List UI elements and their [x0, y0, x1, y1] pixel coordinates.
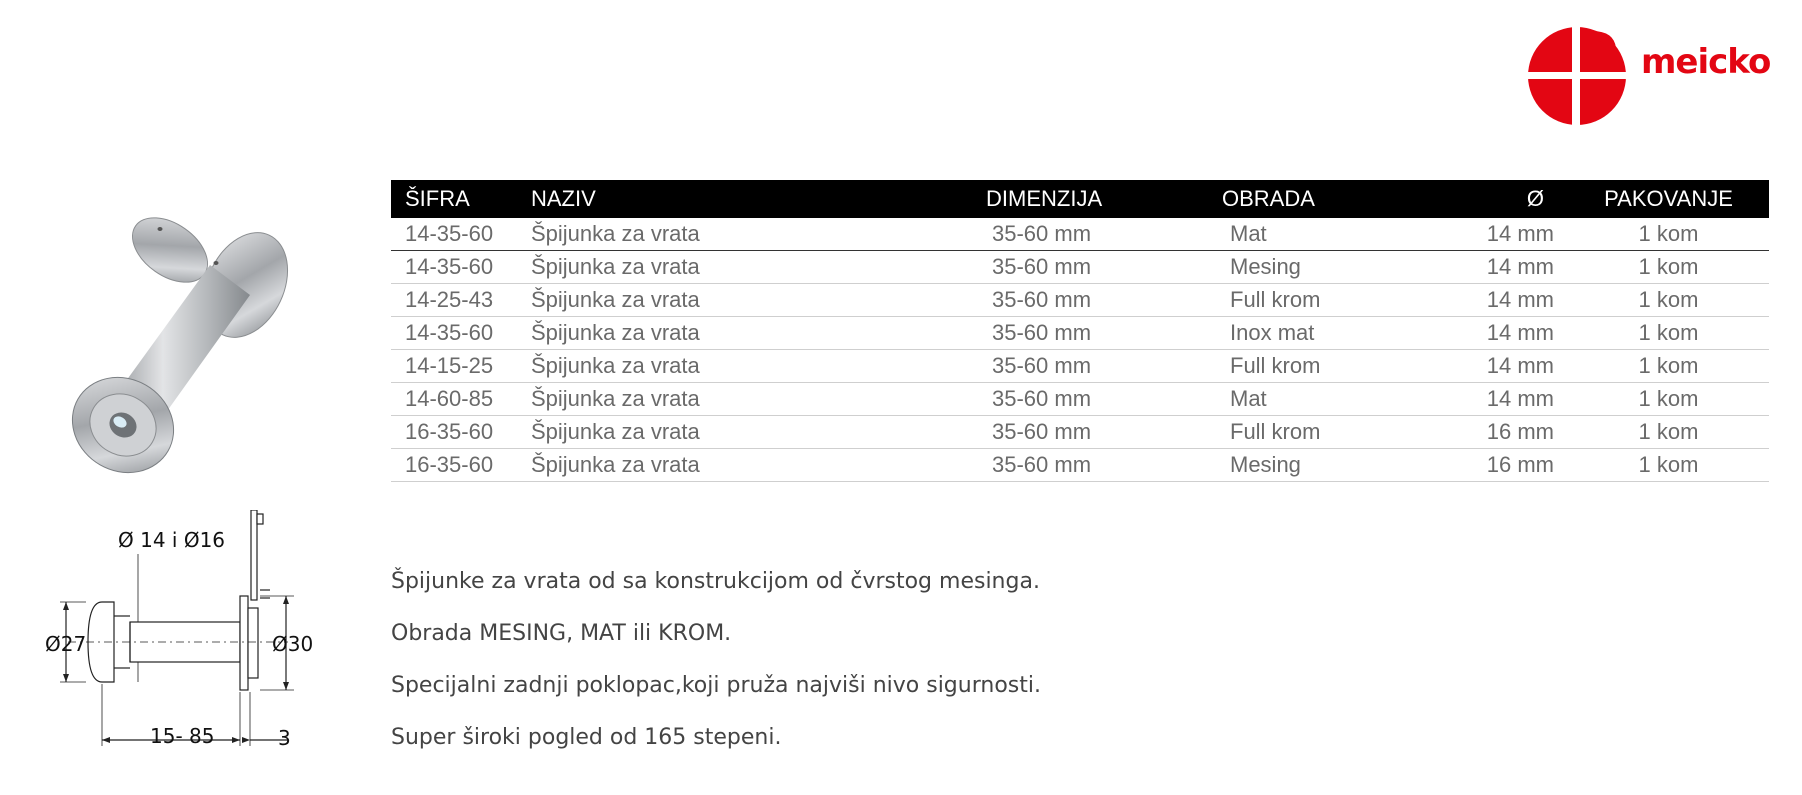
cell-dimenzija: 35-60 mm	[972, 284, 1208, 317]
cell-obrada: Mat	[1208, 383, 1458, 416]
description-line: Špijunke za vrata od sa konstrukcijom od čvrstog mesinga.	[391, 569, 1040, 594]
header-naziv: NAZIV	[517, 180, 972, 218]
brand-name: meicko	[1641, 42, 1771, 82]
description-line: Obrada MESING, MAT ili KROM.	[391, 621, 732, 646]
description-line: Super široki pogled od 165 stepeni.	[391, 725, 782, 750]
cell-obrada: Inox mat	[1208, 317, 1458, 350]
cell-sifra: 14-35-60	[391, 251, 517, 284]
cell-sifra: 14-25-43	[391, 284, 517, 317]
door-viewer-photo-icon	[60, 205, 310, 485]
table-row	[391, 449, 1769, 482]
header-dimenzija: DIMENZIJA	[972, 180, 1208, 218]
cell-sifra: 16-35-60	[391, 416, 517, 449]
cell-pakovanje: 1 kom	[1554, 317, 1769, 350]
cell-diameter: 16 mm	[1458, 449, 1554, 482]
cell-pakovanje: 1 kom	[1554, 416, 1769, 449]
cell-sifra: 14-60-85	[391, 383, 517, 416]
table-row	[391, 251, 1769, 284]
cell-obrada: Mesing	[1208, 449, 1458, 482]
header-obrada: OBRADA	[1208, 180, 1458, 218]
table-row	[391, 218, 1769, 251]
cell-pakovanje: 1 kom	[1554, 449, 1769, 482]
drawing-thickness-label: 3	[278, 726, 291, 750]
cell-naziv: Špijunka za vrata	[517, 317, 972, 350]
cell-dimenzija: 35-60 mm	[972, 449, 1208, 482]
cell-diameter: 14 mm	[1458, 317, 1554, 350]
cell-pakovanje: 1 kom	[1554, 383, 1769, 416]
drawing-diameter-label: Ø 14 i Ø16	[118, 528, 226, 552]
drawing-right-diameter-label: Ø30	[272, 632, 314, 656]
cell-pakovanje: 1 kom	[1554, 251, 1769, 284]
cell-naziv: Špijunka za vrata	[517, 416, 972, 449]
cell-diameter: 14 mm	[1458, 383, 1554, 416]
table-row	[391, 284, 1769, 317]
cell-naziv: Špijunka za vrata	[517, 284, 972, 317]
cell-dimenzija: 35-60 mm	[972, 350, 1208, 383]
cell-diameter: 14 mm	[1458, 218, 1554, 251]
cell-naziv: Špijunka za vrata	[517, 251, 972, 284]
cell-dimenzija: 35-60 mm	[972, 317, 1208, 350]
cell-obrada: Full krom	[1208, 350, 1458, 383]
cell-diameter: 14 mm	[1458, 350, 1554, 383]
cell-dimenzija: 35-60 mm	[972, 251, 1208, 284]
product-description	[391, 568, 1491, 776]
table-row	[391, 317, 1769, 350]
cell-naziv: Špijunka za vrata	[517, 350, 972, 383]
description-line: Specijalni zadnji poklopac,koji pruža najviši nivo sigurnosti.	[391, 673, 1041, 698]
drawing-length-label: 15- 85	[150, 724, 215, 748]
table-row	[391, 350, 1769, 383]
cell-naziv: Špijunka za vrata	[517, 383, 972, 416]
product-spec-table	[391, 180, 1769, 482]
cell-naziv: Špijunka za vrata	[517, 449, 972, 482]
cell-sifra: 14-35-60	[391, 218, 517, 251]
table-row	[391, 416, 1769, 449]
cell-obrada: Mat	[1208, 218, 1458, 251]
cell-dimenzija: 35-60 mm	[972, 218, 1208, 251]
cell-sifra: 14-15-25	[391, 350, 517, 383]
header-diameter: Ø	[1458, 180, 1554, 218]
cell-diameter: 14 mm	[1458, 251, 1554, 284]
cell-obrada: Full krom	[1208, 416, 1458, 449]
cell-dimenzija: 35-60 mm	[972, 383, 1208, 416]
cell-obrada: Full krom	[1208, 284, 1458, 317]
cell-pakovanje: 1 kom	[1554, 218, 1769, 251]
cell-pakovanje: 1 kom	[1554, 284, 1769, 317]
cell-naziv: Špijunka za vrata	[517, 218, 972, 251]
cell-diameter: 14 mm	[1458, 284, 1554, 317]
cell-sifra: 16-35-60	[391, 449, 517, 482]
cell-dimenzija: 35-60 mm	[972, 416, 1208, 449]
cell-obrada: Mesing	[1208, 251, 1458, 284]
header-pakovanje: PAKOVANJE	[1554, 180, 1769, 218]
table-header-row	[391, 180, 1769, 218]
drawing-left-diameter-label: Ø27	[45, 632, 87, 656]
header-sifra: ŠIFRA	[391, 180, 517, 218]
cell-pakovanje: 1 kom	[1554, 350, 1769, 383]
table-row	[391, 383, 1769, 416]
cell-sifra: 14-35-60	[391, 317, 517, 350]
cell-diameter: 16 mm	[1458, 416, 1554, 449]
